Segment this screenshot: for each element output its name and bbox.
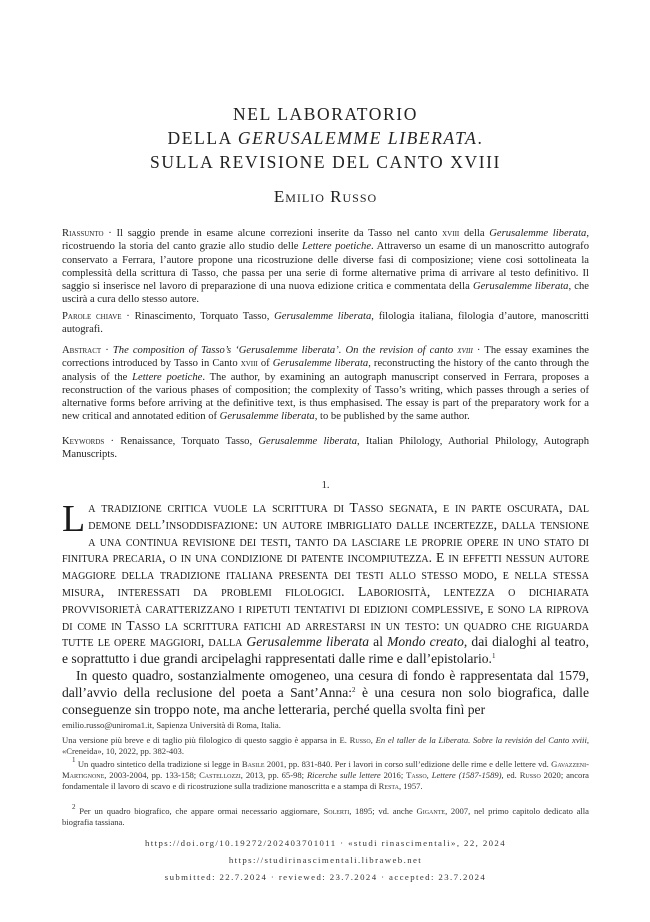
paragraph-1: La tradizione critica vuole la scrittura di Tasso segnata, e in parte oscurata, dal demone dell’insoddisfazione: un autore imbrigliato dalle incertezze, dalla tensione a una continua revisione dei testi, tanto da lasciare le proprie opere in uno stato di finitura precaria, o in una condizione di patente incompiutezza. E in effetti nessun autore maggiore della tradizione italiana presenta dei testi allo stesso modo, e nella stessa misura, interessati da problemi filologici. Laboriosità, lentezza o dichiarata provvisorietà caratterizzano i ripetuti tentativi di edizioni complessive, e sono la riprova di come in Tasso la scrittura fatichi ad arrestarsi in un testo: un quadro che riguarda tutte le opere maggiori, dalla Gerusalemme liberata al Mondo creato, dai dialoghi al teatro, e soprattutto i due grandi arcipelaghi rappresentati dalle rime e dall’epistolario.$^1$ [62,498,589,667]
title-line-3: SULLA REVISIONE DEL CANTO XVIII [150,152,501,172]
footnote-1: $^1$ Un quadro sintetico della tradizione si legge in Basile 2001, pp. 831-840. Per i lavori in corso sull’edizione delle rime e delle lettere vd. Gavazzeni-Martignone, 2003-2004, pp. 133-158; Castellozzi, 2013, pp. 65-98; Ricerche sulle lettere 2016; Tasso, Lettere (1587-1589), ed. Russo 2020; ancora fondamentale il lavoro di scavo e di ricostruzione sulla tradizione manoscritta e a stampa di Resta, 1957. [62,756,589,792]
dates-line: submitted: 22.7.2024 · reviewed: 23.7.2024 · accepted: 23.7.2024 [164,872,487,882]
author-email-note: emilio.russo@uniroma1.it, Sapienza Università di Roma, Italia. [62,720,281,730]
abstract-label: Abstract [62,345,102,356]
drop-cap: L [62,498,86,540]
title-line-2: DELLA GERUSALEMME LIBERATA. [167,128,484,148]
parole-chiave-block: Parole chiave · Rinascimento, Torquato Tasso, Gerusalemme liberata, filologia italiana, filologia d’autore, manoscritti autografi. [62,311,589,336]
section-number: 1. [321,480,330,491]
riassunto-block: Riassunto · Il saggio prende in esame alcune correzioni inserite da Tasso nel canto xviii della Gerusalemme liberata, ricostruendo la storia del canto grazie allo studio delle Lettere poetiche. Attraverso un esame di un manoscritto autografo conservato a Ferrara, l’autore propone una ricostruzione delle diverse fasi di composizione; viene così sottolineata la complessità della scrittura di Tasso, che passa per una serie di forme alternative prima di arrivare al testo definitivo. Il saggio si inserisce nel lavoro di preparazione di una nuova edizione critica e commentata della Gerusalemme liberata, che uscirà a cura dello stesso autore. [62,228,590,306]
title-italic: GERUSALEMME LIBERATA [237,128,478,148]
footnote-ref-2: 2 [352,685,356,694]
parole-chiave-label: Parole chiave [62,311,122,322]
body-text [62,500,589,718]
keywords-label: Keywords [62,436,105,447]
site-line: https://studirinascimentali.libraweb.net [228,855,423,865]
keywords-block: Keywords · Renaissance, Torquato Tasso, Gerusalemme liberata, Italian Philology, Authorial Philology, Autograph Manuscripts. [62,436,589,461]
article-title [62,102,589,174]
title-line-1: NEL LABORATORIO [233,104,418,124]
version-note: Una versione più breve e di taglio più filologico di questo saggio è apparsa in E. Russo, En el taller de la Liberata. Sobre la revisión del Canto xviii, «Creneida», 10, 2022, pp. 382-403. [62,735,589,757]
paragraph-2: In questo quadro, sostanzialmente omogeneo, una cesura di fondo è rappresentata dal 1579, dall’avvio della reclusione del poeta a Sant’Anna:$^2$ è una cesura non solo biografica, dalle conseguenze sin troppo note, ma anche letteraria, perché quella svolta finì per [62,667,589,717]
author-name: Emilio Russo [273,187,378,206]
riassunto-label: Riassunto [62,228,104,239]
doi-line: https://doi.org/10.19272/202403701011 · «studi rinascimentali», 22, 2024 [144,838,507,848]
footnote-2: $^2$ Per un quadro biografico, che appare ormai necessario aggiornare, Solerti, 1895; vd. anche Gigante, 2007, nel primo capitolo dedicato alla biografia tassiana. [62,803,589,828]
abstract-block: Abstract · The composition of Tasso’s ‘Gerusalemme liberata’. On the revision of canto xviii · The essay examines the corrections introduced by Tasso in Canto xviii of Gerusalemme liberata, reconstructing the history of the canto through the analysis of the Lettere poetiche. The author, by examining an autograph manuscript conserved in Ferrara, proposes a reconstruction of the various phases of composition; the complexity of Tasso’s writing, which passes through a series of alternative forms before arriving at the definitive text, is thus emphasised. The essay is part of the preparatory work for a new critical and annotated edition of Gerusalemme liberata, to be published by the same author. [62,345,589,423]
footnote-ref-1: 1 [491,652,496,661]
